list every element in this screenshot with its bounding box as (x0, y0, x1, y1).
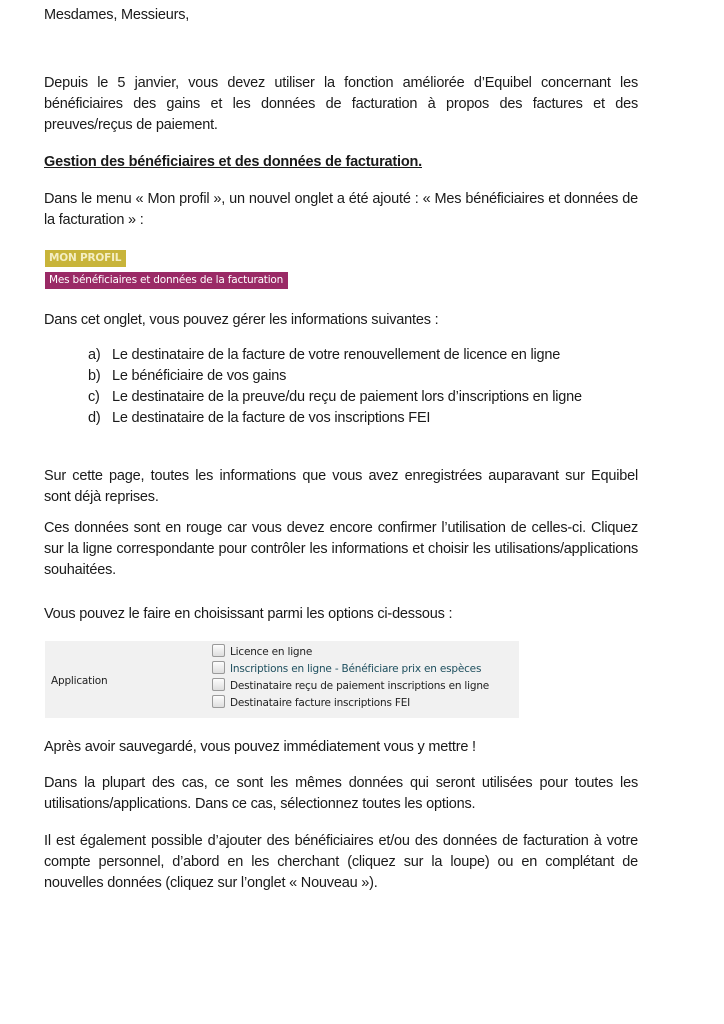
application-panel (45, 641, 519, 718)
add-paragraph: Il est également possible d’ajouter des bénéficiaires et/ou des données de facturation à votre compte personnel, d’abord en les cherchant (cliquez sur la loupe) ou en complétant de nouvelles données (cliquez sur l’onglet « Nouveau »). (44, 833, 638, 891)
list-item: b) Le bénéficiaire de vos gains (88, 368, 287, 384)
tab-intro: Dans cet onglet, vous pouvez gérer les informations suivantes : (44, 312, 439, 328)
list-item: c) Le destinataire de la preuve/du reçu de paiement lors d’inscriptions en ligne (88, 389, 582, 405)
after-save-paragraph: Après avoir sauvegardé, vous pouvez immédiatement vous y mettre ! (44, 739, 476, 755)
option-inscriptions-en-ligne[interactable]: Inscriptions en ligne - Bénéficiare prix en espèces (212, 661, 489, 678)
checkbox[interactable] (212, 678, 225, 691)
application-label: Application (51, 675, 108, 687)
intro-paragraph: Depuis le 5 janvier, vous devez utiliser la fonction améliorée d’Equibel concernant les bénéficiaires des gains et les données de facturation à propos des factures et des preuves/reçus de paiement. (44, 75, 638, 133)
checkbox[interactable] (212, 644, 225, 657)
menu-paragraph: Dans le menu « Mon profil », un nouvel onglet a été ajouté : « Mes bénéficiaires et données de la facturation » : (44, 191, 638, 228)
section-heading: Gestion des bénéficiaires et des données de facturation. (44, 154, 422, 170)
beneficiaires-tab[interactable]: Mes bénéficiaires et données de la facturation (45, 272, 288, 289)
application-options (212, 644, 489, 712)
option-facture-fei[interactable]: Destinataire facture inscriptions FEI (212, 695, 489, 712)
list-item: a) Le destinataire de la facture de votre renouvellement de licence en ligne (88, 347, 561, 363)
mon-profil-menu[interactable]: MON PROFIL (45, 250, 126, 267)
list-item: d) Le destinataire de la facture de vos inscriptions FEI (88, 410, 431, 426)
info-list (88, 345, 638, 429)
red-data-paragraph: Ces données sont en rouge car vous devez encore confirmer l’utilisation de celles-ci. Cliquez sur la ligne correspondante pour contrôler les informations et choisir les utilisations/applications souhaitées. (44, 520, 638, 578)
checkbox[interactable] (212, 695, 225, 708)
same-data-paragraph: Dans la plupart des cas, ce sont les mêmes données qui seront utilisées pour toutes les utilisations/applications. Dans ce cas, sélectionnez toutes les options. (44, 775, 638, 812)
options-intro: Vous pouvez le faire en choisissant parmi les options ci-dessous : (44, 606, 453, 622)
option-licence-en-ligne[interactable]: Licence en ligne (212, 644, 489, 661)
info-paragraph: Sur cette page, toutes les informations que vous avez enregistrées auparavant sur Equibel sont déjà reprises. (44, 468, 638, 505)
greeting: Mesdames, Messieurs, (44, 7, 190, 23)
option-recu-paiement[interactable]: Destinataire reçu de paiement inscriptions en ligne (212, 678, 489, 695)
checkbox[interactable] (212, 661, 225, 674)
